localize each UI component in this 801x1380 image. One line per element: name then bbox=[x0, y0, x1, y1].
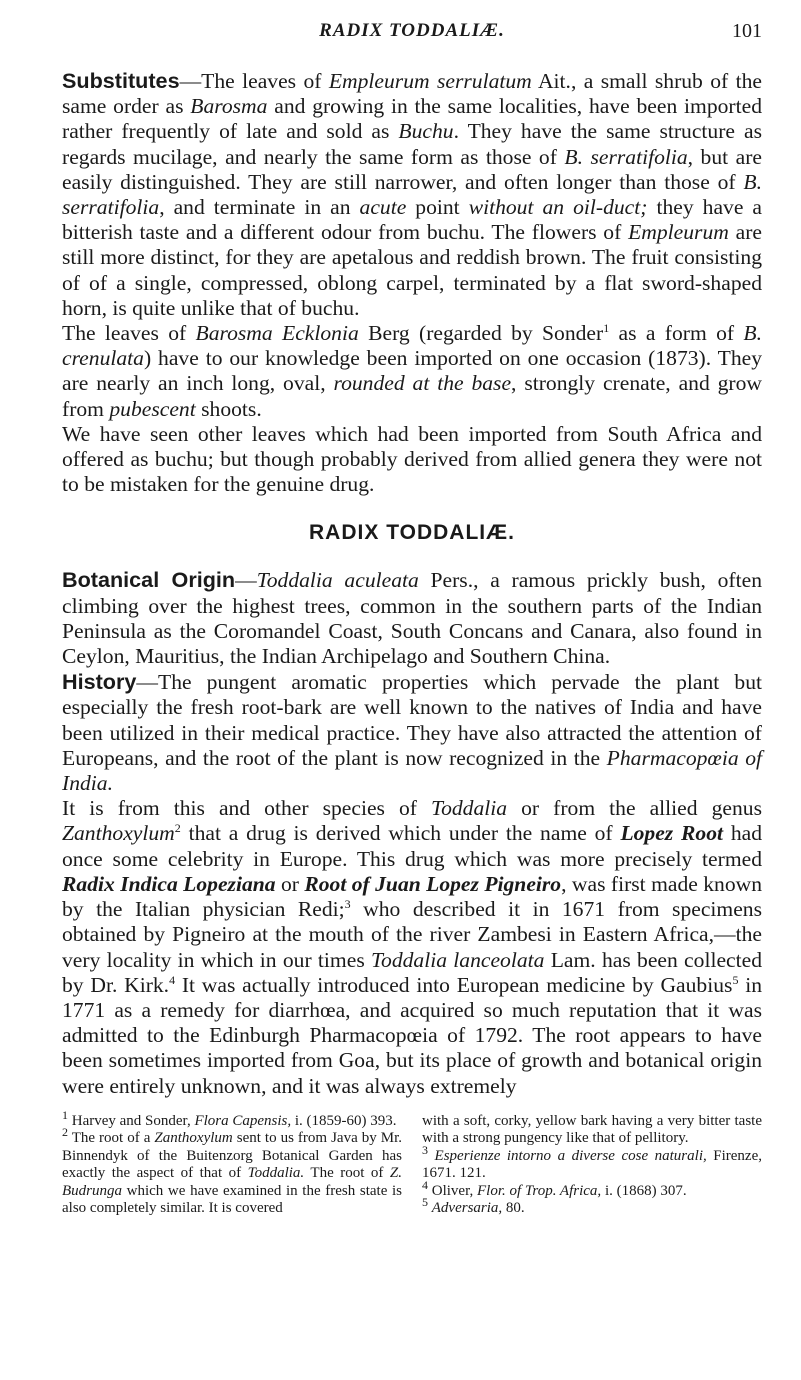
species-name: Toddalia lanceolata bbox=[371, 947, 545, 972]
text-run: had once some celebrity in Europe. This drug which was more precisely termed bbox=[62, 821, 763, 871]
history-paragraph bbox=[62, 669, 762, 796]
footnote-ref: 3 bbox=[344, 896, 351, 911]
text-run: —The pungent aromatic properties which pervade the plant but especially the fresh root-bark are well known to the natives of India and have been utilized in their medical practice. They have also attracted the attention of Europeans, and the root of the plant is now recognized in the bbox=[62, 670, 762, 770]
text-run: Lam. has been collected by Dr. Kirk. bbox=[62, 947, 762, 997]
side-heading-history: History bbox=[62, 669, 137, 695]
text-run: Oliver, bbox=[428, 1182, 477, 1199]
barosma-paragraph bbox=[62, 321, 762, 422]
footnotes-left-column bbox=[62, 1107, 403, 1218]
book-page bbox=[62, 20, 762, 1218]
text-run: and growing in the same localities, have been imported rather frequently of late and sold as bbox=[62, 94, 762, 144]
running-head-title: RADIX TODDALIÆ. bbox=[319, 20, 505, 41]
book-title: Flora Capensis, bbox=[194, 1112, 292, 1129]
side-heading-substitutes: Substitutes bbox=[62, 68, 180, 93]
footnote-number: 3 bbox=[422, 1142, 428, 1157]
text-run: ) have to our knowledge been imported on one occasion (1873). They are nearly an inch long, oval, bbox=[62, 346, 762, 396]
other-leaves-paragraph: We have seen other leaves which had been imported from South Africa and offered as buchu; but though probably derived from allied genera they were not to be mistaken for the genuine drug. bbox=[62, 421, 762, 497]
footnote-ref: 1 bbox=[603, 320, 610, 335]
text-run: , but are easily distinguished. They are still narrower, and often longer than those of bbox=[62, 144, 763, 194]
book-title: Pharmacopœia of India. bbox=[62, 745, 762, 796]
species-name: Toddalia aculeata bbox=[256, 568, 419, 593]
text-run: Ait., a small shrub of the same order as bbox=[62, 69, 762, 119]
footnote-ref: 4 bbox=[169, 972, 176, 987]
footnote-5 bbox=[422, 1195, 762, 1218]
text-run: i. (1859-60) 393. bbox=[291, 1112, 397, 1129]
side-heading-botanical-origin: Botanical Origin bbox=[62, 567, 236, 593]
text-run: are still more distinct, for they are apetalous and reddish brown. The fruit consisting of of a single, compressed, oblong carpel, terminated by a flat sword-shaped horn, is quite unlike that of buchu. bbox=[62, 220, 762, 320]
emphasis: without an oil-duct; bbox=[468, 195, 648, 220]
footnote-number: 5 bbox=[422, 1195, 428, 1210]
text-run: or from the allied genus bbox=[507, 796, 762, 821]
genus-name: Barosma bbox=[190, 94, 268, 119]
text-run: that a drug is derived which under the name of bbox=[180, 821, 621, 846]
footnote-ref: 2 bbox=[174, 821, 181, 836]
emphasis: acute bbox=[359, 195, 407, 220]
text-run: It was actually introduced into European medicine by Gaubius bbox=[175, 972, 733, 997]
book-title: Adversaria, bbox=[431, 1200, 503, 1217]
genus-name: Toddalia bbox=[431, 796, 508, 821]
footnote-4 bbox=[422, 1177, 762, 1201]
species-name: B. serratifolia bbox=[564, 144, 688, 169]
footnote-2 bbox=[62, 1125, 403, 1218]
text-run: —The leaves of bbox=[179, 69, 329, 93]
footnote-3 bbox=[422, 1142, 762, 1183]
genus-name: Zanthoxylum bbox=[62, 821, 175, 846]
text-run: The leaves of bbox=[62, 321, 196, 346]
genus-name: Toddalia. bbox=[247, 1165, 305, 1182]
lopez-root-paragraph bbox=[62, 796, 762, 1098]
running-head bbox=[62, 20, 762, 68]
text-run: sent to us from Java by Mr. Binnendyk of the Buitenzorg Botanical Garden has exactly the aspect of that of bbox=[62, 1130, 403, 1182]
text-run: Berg (regarded by Sonder bbox=[358, 321, 604, 346]
footnote-2-continued: with a soft, corky, yellow bark having a very bitter taste with a strong pungency like that of pellitory. bbox=[422, 1112, 762, 1147]
species-name: Empleurum serrulatum bbox=[328, 69, 532, 93]
text-run: who described it in 1671 from specimens obtained by Pigneiro at the mouth of the river Zambesi in Eastern Africa,—the very locality in which in our times bbox=[62, 897, 762, 972]
text-run: Pers., a ramous prickly bush, often climbing over the highest trees, common in the southern parts of the Indian Peninsula as the Coromandel Coast, South Concans and Canara, also found in Ceylon, Mauritius, the Indian Archipelago and Southern China. bbox=[62, 568, 762, 669]
species-name: Barosma Ecklonia bbox=[195, 321, 359, 346]
text-run: shoots. bbox=[195, 396, 262, 421]
substitutes-paragraph bbox=[62, 68, 762, 321]
species-name: Z. Budrunga bbox=[62, 1165, 402, 1199]
genus-name: Empleurum bbox=[628, 220, 729, 245]
drug-name: Buchu bbox=[398, 119, 454, 144]
footnotes bbox=[62, 1107, 762, 1218]
text-run: , and terminate in an bbox=[159, 195, 360, 220]
text-run: in 1771 as a remedy for diarrhœa, and acquired so much reputation that it was admitted to the Edinburgh Pharmacopœia of 1792. The root appears to have been sometimes imported from Goa, but its place of growth and botanical origin were entirely unknown, and it was always extremely bbox=[62, 972, 762, 1098]
footnote-ref: 5 bbox=[732, 972, 739, 987]
footnote-number: 1 bbox=[62, 1107, 68, 1122]
genus-name: Zanthoxylum bbox=[154, 1130, 233, 1147]
drug-name: Radix Indica Lopeziana bbox=[62, 871, 276, 896]
footnote-number: 2 bbox=[62, 1125, 68, 1140]
species-name: B. crenulata bbox=[62, 321, 762, 371]
footnotes-right-column bbox=[422, 1113, 762, 1218]
drug-name: Root of Juan Lopez Pigneiro bbox=[304, 871, 562, 896]
footnote-1 bbox=[62, 1107, 402, 1131]
drug-name: Lopez Root bbox=[620, 821, 724, 846]
text-run: Harvey and Sonder, bbox=[68, 1112, 195, 1129]
text-run: point bbox=[406, 195, 469, 220]
text-run: or bbox=[275, 871, 305, 896]
botanical-origin-paragraph bbox=[62, 567, 762, 669]
text-run: which we have examined in the fresh state is also completely similar. It is covered bbox=[62, 1182, 402, 1217]
text-run: — bbox=[235, 568, 257, 593]
text-run: , strongly crenate, and grow from bbox=[62, 371, 762, 421]
text-run: they have a bitterish taste and a different odour from buchu. The flowers of bbox=[62, 195, 762, 245]
footnote-number: 4 bbox=[422, 1177, 428, 1192]
text-run: It is from this and other species of bbox=[62, 796, 432, 821]
book-title: Esperienze intorno a diverse cose naturali, bbox=[434, 1147, 707, 1164]
text-run: Firenze, 1671. 121. bbox=[422, 1147, 762, 1182]
species-name: B. serratifolia bbox=[62, 169, 762, 220]
text-run: i. (1868) 307. bbox=[601, 1182, 687, 1199]
page-number: 101 bbox=[732, 20, 762, 42]
text-run: 80. bbox=[502, 1200, 525, 1217]
emphasis: rounded at the base bbox=[333, 371, 512, 396]
text-run: , was first made known by the Italian physician Redi; bbox=[62, 871, 763, 922]
text-run: The root of bbox=[304, 1165, 390, 1182]
text-run: . They have the same structure as regards mucilage, and nearly the same form as those of bbox=[62, 119, 762, 169]
text-run: as a form of bbox=[609, 321, 744, 346]
text-run: The root of a bbox=[68, 1130, 155, 1147]
section-title: RADIX TODDALIÆ. bbox=[309, 521, 515, 545]
book-title: Flor. of Trop. Africa, bbox=[476, 1182, 602, 1199]
emphasis: pubescent bbox=[109, 396, 196, 421]
